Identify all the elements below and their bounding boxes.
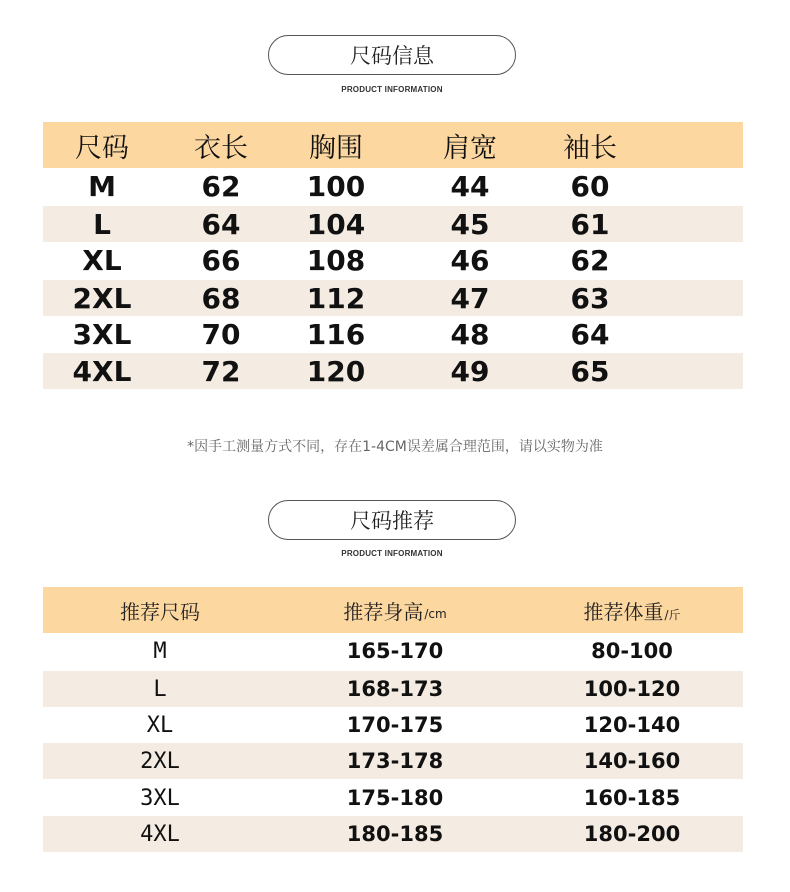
recommend-value-cell: 180-185: [346, 822, 444, 846]
recommend-size-cell: L: [153, 676, 167, 702]
size-table-cell: L: [93, 207, 111, 241]
recommend-value-cell: 80-100: [591, 639, 673, 663]
recommend-table-header-cell: [532, 587, 732, 633]
size-table-cell: 4XL: [72, 354, 132, 388]
recommend-header-unit: /斤: [664, 607, 681, 622]
size-table-header-cell: 尺码: [75, 132, 129, 164]
size-table-cell: 48: [450, 317, 490, 351]
recommend-value-cell: 168-173: [346, 677, 444, 701]
size-table-cell: 61: [570, 207, 610, 241]
size-table-cell: 70: [201, 317, 241, 351]
size-table-cell: 116: [306, 317, 366, 351]
measurement-note: *因手工测量方式不同，存在1-4CM误差属合理范围，请以实物为准: [187, 439, 603, 455]
size-table-cell: 65: [570, 354, 610, 388]
size-table-cell: 49: [450, 354, 490, 388]
size-table-header-cell: 胸围: [309, 132, 363, 164]
recommend-size-cell: 2XL: [140, 748, 180, 774]
size-table-cell: 104: [306, 207, 366, 241]
recommend-value-cell: 160-185: [583, 786, 681, 810]
size-table-cell: 120: [306, 354, 366, 388]
size-info-subtitle: PRODUCT INFORMATION: [341, 85, 443, 94]
size-table-cell: 63: [570, 281, 610, 315]
recommend-value-cell: 120-140: [583, 713, 681, 737]
size-table-cell: 3XL: [72, 317, 132, 351]
size-table-cell: 62: [201, 169, 241, 203]
size-table-cell: 66: [201, 243, 241, 277]
recommend-table-header-cell: [295, 587, 495, 633]
recommend-size-cell: 4XL: [140, 821, 180, 847]
recommend-header-label: 推荐体重: [583, 599, 664, 624]
size-table-cell: 46: [450, 243, 490, 277]
recommend-value-cell: 175-180: [346, 786, 444, 810]
size-table-cell: 112: [306, 281, 366, 315]
size-table-cell: M: [88, 169, 116, 203]
recommend-size-cell: XL: [146, 712, 174, 738]
recommend-value-cell: 170-175: [346, 713, 444, 737]
recommend-value-cell: 180-200: [583, 822, 681, 846]
size-table-header-cell: 袖长: [563, 132, 617, 164]
size-table-cell: 64: [570, 317, 610, 351]
size-table-cell: 45: [450, 207, 490, 241]
recommend-value-cell: 140-160: [583, 749, 681, 773]
size-table-header-cell: 衣长: [194, 132, 248, 164]
recommend-size-cell: M: [153, 638, 167, 664]
size-table-cell: 100: [306, 169, 366, 203]
recommend-header-label: 推荐尺码: [120, 599, 200, 624]
size-table-cell: 64: [201, 207, 241, 241]
size-table-cell: 72: [201, 354, 241, 388]
recommend-header-label: 推荐身高: [343, 599, 424, 624]
size-table-cell: 60: [570, 169, 610, 203]
size-table-cell: 44: [450, 169, 490, 203]
recommend-value-cell: 165-170: [346, 639, 444, 663]
recommend-value-cell: 100-120: [583, 677, 681, 701]
size-info-title: 尺码信息: [268, 35, 516, 75]
size-table-cell: XL: [82, 243, 122, 277]
size-table-header-cell: 肩宽: [443, 132, 497, 164]
size-recommend-subtitle: PRODUCT INFORMATION: [341, 549, 443, 558]
size-table-cell: 62: [570, 243, 610, 277]
size-table-cell: 68: [201, 281, 241, 315]
recommend-size-cell: 3XL: [140, 785, 180, 811]
recommend-header-unit: /cm: [424, 607, 447, 621]
recommend-table-header-cell: [60, 587, 260, 633]
size-table-cell: 2XL: [72, 281, 132, 315]
size-table-cell: 47: [450, 281, 490, 315]
size-table-cell: 108: [306, 243, 366, 277]
size-recommend-title: 尺码推荐: [268, 500, 516, 540]
recommend-value-cell: 173-178: [346, 749, 444, 773]
